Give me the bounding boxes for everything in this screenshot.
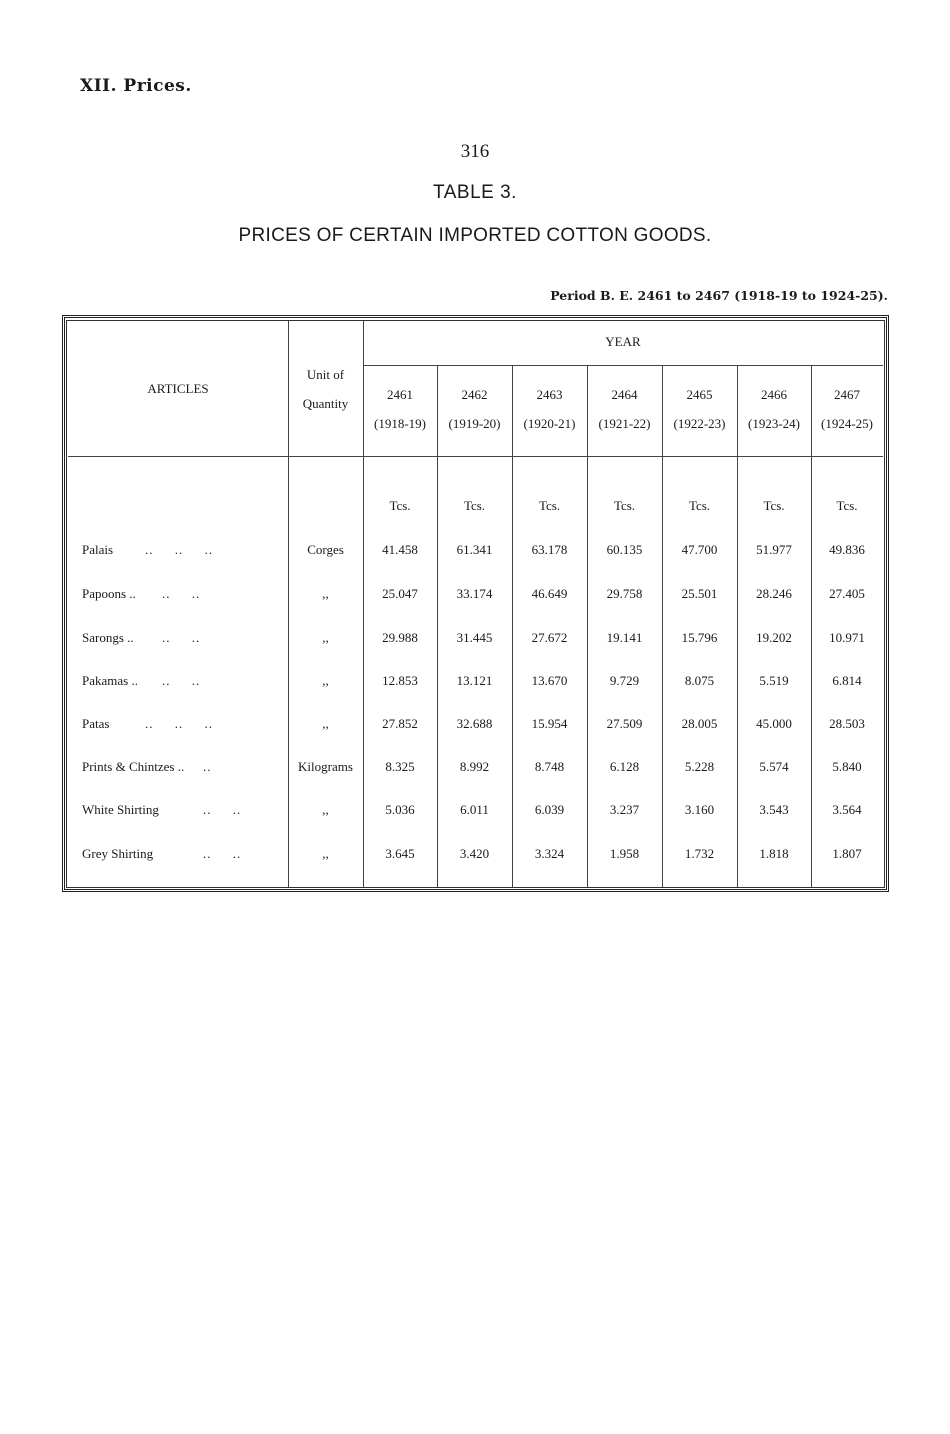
currency-unit-label: Tcs. xyxy=(613,498,636,513)
price-cell: 47.700 xyxy=(681,542,718,557)
price-cell: 6.039 xyxy=(534,802,565,817)
price-cell: 8.748 xyxy=(534,759,565,774)
price-cell: 5.519 xyxy=(759,673,789,688)
price-cell: 25.047 xyxy=(382,586,418,601)
section-heading: XII. Prices. xyxy=(80,76,192,96)
price-cell: 13.670 xyxy=(531,673,568,688)
price-cell: 1.958 xyxy=(609,846,640,861)
leader-dots: .. .. .. xyxy=(145,542,213,557)
year-be-label: 2461 xyxy=(387,387,413,402)
currency-unit-label: Tcs. xyxy=(389,498,411,513)
price-cell: 6.128 xyxy=(609,759,640,774)
article-name: Prints & Chintzes .. xyxy=(82,759,185,774)
price-cell: 3.420 xyxy=(459,846,490,861)
year-be-label: 2462 xyxy=(461,387,488,402)
year-be-label: 2467 xyxy=(834,387,860,402)
price-cell: 29.988 xyxy=(382,630,418,645)
unit-of-quantity: ,, xyxy=(322,846,329,861)
year-be-label: 2463 xyxy=(536,387,563,402)
price-cell: 28.246 xyxy=(756,586,792,601)
price-cell: 15.954 xyxy=(531,716,568,731)
unit-of-quantity: Corges xyxy=(307,542,344,557)
year-be-label: 2466 xyxy=(761,387,787,402)
price-cell: 3.160 xyxy=(684,802,715,817)
price-cell: 5.574 xyxy=(759,759,789,774)
price-cell: 19.202 xyxy=(756,630,792,645)
year-ad-label: (1922-23) xyxy=(673,416,726,431)
price-cell: 63.178 xyxy=(531,542,568,557)
price-cell: 8.992 xyxy=(459,759,490,774)
unit-of-quantity: ,, xyxy=(322,586,329,601)
unit-header-line2: Quantity xyxy=(302,396,349,411)
price-cell: 51.977 xyxy=(756,542,792,557)
leader-dots: .. xyxy=(203,759,212,774)
currency-unit-label: Tcs. xyxy=(538,498,561,513)
price-cell: 6.814 xyxy=(832,673,862,688)
price-cell: 32.688 xyxy=(456,716,493,731)
leader-dots: .. .. xyxy=(203,846,242,861)
price-cell: 1.807 xyxy=(832,846,862,861)
currency-unit-label: Tcs. xyxy=(463,498,486,513)
currency-unit-label: Tcs. xyxy=(688,498,711,513)
leader-dots: .. .. xyxy=(162,586,201,601)
header-bottom-rule xyxy=(68,456,883,457)
price-cell: 12.853 xyxy=(382,673,418,688)
price-cell: 1.818 xyxy=(759,846,789,861)
price-cell: 60.135 xyxy=(606,542,643,557)
article-name: Sarongs .. xyxy=(82,630,134,645)
price-cell: 41.458 xyxy=(382,542,418,557)
price-cell: 5.840 xyxy=(832,759,862,774)
price-cell: 1.732 xyxy=(684,846,715,861)
unit-of-quantity: ,, xyxy=(322,802,329,817)
price-cell: 27.405 xyxy=(829,586,865,601)
price-cell: 31.445 xyxy=(456,630,493,645)
article-name: Patas xyxy=(82,716,110,731)
year-group-header: YEAR xyxy=(605,334,641,349)
article-name: Grey Shirting xyxy=(82,846,154,861)
table-title: TABLE 3. xyxy=(433,182,517,203)
year-ad-label: (1918-19) xyxy=(374,416,426,431)
year-be-label: 2465 xyxy=(686,387,713,402)
price-cell: 8.325 xyxy=(385,759,415,774)
year-ad-label: (1923-24) xyxy=(748,416,800,431)
year-group-rule xyxy=(363,365,883,366)
price-cell: 10.971 xyxy=(829,630,865,645)
year-be-label: 2464 xyxy=(611,387,638,402)
currency-unit-label: Tcs. xyxy=(836,498,858,513)
price-cell: 25.501 xyxy=(681,586,718,601)
price-cell: 45.000 xyxy=(756,716,792,731)
currency-unit-label: Tcs. xyxy=(763,498,785,513)
year-ad-label: (1920-21) xyxy=(523,416,576,431)
unit-of-quantity: ,, xyxy=(322,630,329,645)
table-subtitle: PRICES OF CERTAIN IMPORTED COTTON GOODS. xyxy=(238,225,712,246)
year-ad-label: (1921-22) xyxy=(598,416,651,431)
period-note: Period B. E. 2461 to 2467 (1918-19 to 1924-25). xyxy=(550,288,888,303)
price-cell: 3.543 xyxy=(759,802,789,817)
leader-dots: .. .. .. xyxy=(145,716,213,731)
year-ad-label: (1919-20) xyxy=(448,416,501,431)
price-cell: 28.503 xyxy=(829,716,865,731)
price-cell: 3.645 xyxy=(385,846,415,861)
price-cell: 9.729 xyxy=(609,673,640,688)
price-cell: 61.341 xyxy=(456,542,493,557)
leader-dots: .. .. xyxy=(162,630,201,645)
article-name: Pakamas .. xyxy=(82,673,138,688)
price-cell: 8.075 xyxy=(684,673,715,688)
price-cell: 3.324 xyxy=(534,846,565,861)
unit-of-quantity: ,, xyxy=(322,716,329,731)
price-cell: 27.509 xyxy=(606,716,643,731)
leader-dots: .. .. xyxy=(203,802,242,817)
price-cell: 5.036 xyxy=(385,802,415,817)
price-cell: 29.758 xyxy=(606,586,643,601)
price-cell: 13.121 xyxy=(456,673,493,688)
year-ad-label: (1924-25) xyxy=(821,416,873,431)
unit-of-quantity: Kilograms xyxy=(298,759,353,774)
price-cell: 27.672 xyxy=(531,630,568,645)
leader-dots: .. .. xyxy=(162,673,201,688)
article-name: Palais xyxy=(82,542,114,557)
price-cell: 3.237 xyxy=(609,802,640,817)
price-cell: 19.141 xyxy=(606,630,643,645)
price-cell: 15.796 xyxy=(681,630,718,645)
unit-header-line1: Unit of xyxy=(306,367,345,382)
price-cell: 28.005 xyxy=(681,716,718,731)
price-cell: 27.852 xyxy=(382,716,418,731)
unit-of-quantity: ,, xyxy=(322,673,329,688)
article-name: White Shirting xyxy=(82,802,159,817)
article-name: Papoons .. xyxy=(82,586,136,601)
price-cell: 46.649 xyxy=(531,586,568,601)
price-cell: 6.011 xyxy=(460,802,489,817)
price-cell: 3.564 xyxy=(832,802,862,817)
price-cell: 5.228 xyxy=(684,759,715,774)
price-cell: 33.174 xyxy=(456,586,493,601)
price-cell: 49.836 xyxy=(829,542,865,557)
page-number: 316 xyxy=(460,141,490,162)
articles-header: ARTICLES xyxy=(147,381,209,396)
